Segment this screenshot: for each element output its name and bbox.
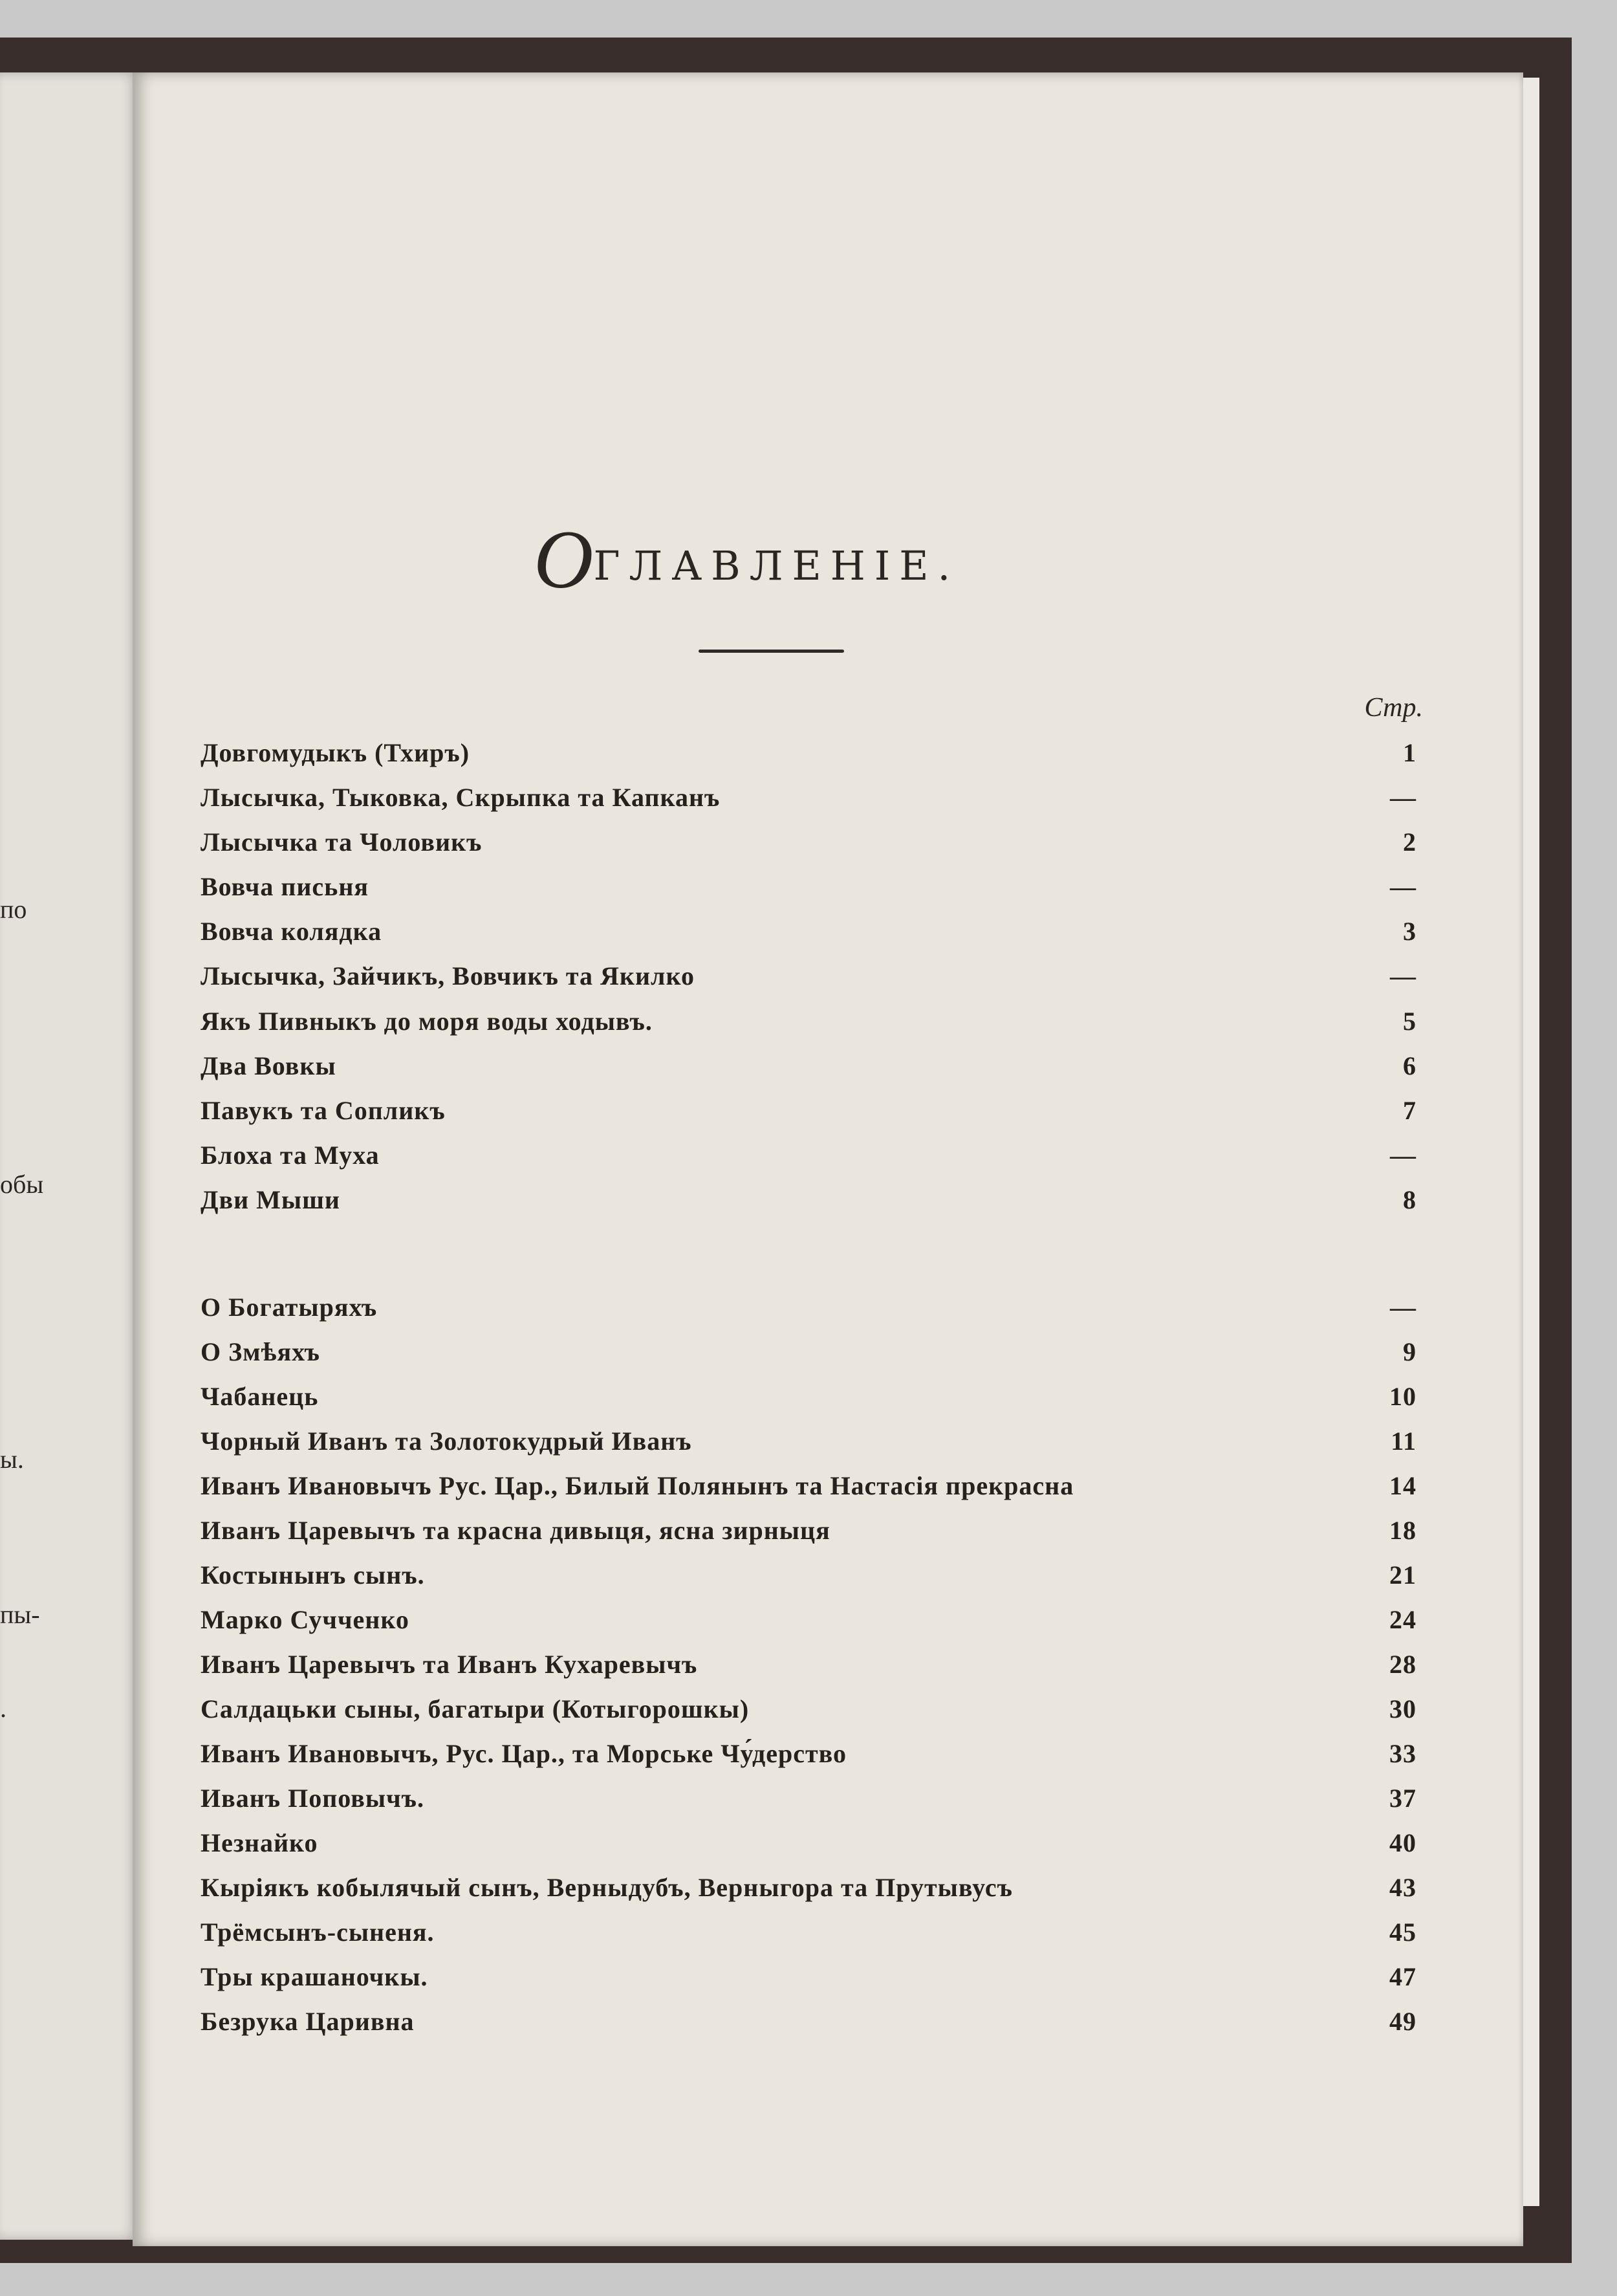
toc-entry xyxy=(201,961,1416,1001)
toc-entry-page: — xyxy=(1390,783,1416,812)
toc-entry-title: Салдацьки сыны, багатыри (Котыгорошкы) xyxy=(201,1694,750,1723)
toc-entry-page: 3 xyxy=(1403,917,1416,946)
left-page-fragment: обы xyxy=(0,1170,44,1199)
toc-entry-page: 24 xyxy=(1389,1605,1416,1634)
toc-entry xyxy=(201,1292,1416,1332)
toc-entry xyxy=(201,1783,1416,1823)
title-rest: ГЛАВЛЕНІЕ. xyxy=(593,542,960,589)
toc-entry-page: 6 xyxy=(1403,1051,1416,1080)
toc-entry xyxy=(201,2006,1416,2046)
toc-entry-title: Лысычка та Чоловикъ xyxy=(201,827,483,857)
toc-entry xyxy=(201,1471,1416,1511)
toc-entry xyxy=(201,1515,1416,1555)
toc-entry xyxy=(201,1694,1416,1734)
toc-entry-page: 37 xyxy=(1389,1784,1416,1813)
toc-entry xyxy=(201,1962,1416,2002)
left-page-fragment: ы. xyxy=(0,1445,24,1474)
toc-entry-title: Иванъ Царевычъ та Иванъ Кухаревычъ xyxy=(201,1650,698,1679)
left-page-fragment: . xyxy=(0,1694,6,1723)
toc-entry xyxy=(201,1917,1416,1957)
toc-entry-title: Блоха та Муха xyxy=(201,1141,380,1170)
toc-entry-page: 49 xyxy=(1389,2007,1416,2036)
toc-entry-title: Чабанець xyxy=(201,1382,319,1411)
toc-entry-page: 21 xyxy=(1389,1560,1416,1590)
toc-entry-page: 2 xyxy=(1403,827,1416,857)
toc-entry-title: Костынынъ сынъ. xyxy=(201,1560,425,1590)
toc-entry-page: 33 xyxy=(1389,1739,1416,1768)
toc-entry-title: Тры крашаночкы. xyxy=(201,1962,428,1991)
toc-entry-title: Два Вовкы xyxy=(201,1051,336,1080)
toc-entry xyxy=(201,738,1416,778)
toc-entry xyxy=(201,1560,1416,1600)
toc-entry-page: 43 xyxy=(1389,1873,1416,1902)
toc-entry xyxy=(201,1604,1416,1645)
toc-entry-title: Иванъ Ивановычъ, Рус. Цар., та Морське Чу́дерство xyxy=(201,1739,847,1768)
toc-entry-page: 10 xyxy=(1389,1382,1416,1411)
toc-entry-page: 5 xyxy=(1403,1007,1416,1036)
toc-entry-title: Незнайко xyxy=(201,1828,318,1857)
toc-entry xyxy=(201,827,1416,867)
toc-entry-title: Вовча колядка xyxy=(201,917,382,946)
toc-entry xyxy=(201,1095,1416,1135)
toc-entry xyxy=(201,916,1416,956)
toc-entry-title: Кыріякъ кобылячый сынъ, Верныдубъ, Верныгора та Прутывусъ xyxy=(201,1873,1013,1902)
left-page xyxy=(0,72,139,2240)
toc-entry-title: Лысычка, Зайчикъ, Вовчикъ та Якилко xyxy=(201,961,695,990)
toc-entry-title: Безрука Царивна xyxy=(201,2007,415,2036)
toc-entry-page: — xyxy=(1390,872,1416,901)
toc-entry-page: — xyxy=(1390,961,1416,990)
toc-entry xyxy=(201,1738,1416,1778)
toc-entry-title: Чорный Иванъ та Золотокудрый Иванъ xyxy=(201,1427,692,1456)
toc-entry-page: 8 xyxy=(1403,1185,1416,1214)
table-of-contents xyxy=(133,72,1523,2246)
toc-entry xyxy=(201,1426,1416,1466)
toc-entry-page: 9 xyxy=(1403,1337,1416,1366)
toc-entry-title: Лысычка, Тыковка, Скрыпка та Капканъ xyxy=(201,783,721,812)
toc-entry xyxy=(201,1381,1416,1421)
toc-entry-title: Вовча письня xyxy=(201,872,369,901)
toc-entry xyxy=(201,1185,1416,1225)
toc-entry-title: Иванъ Ивановычъ Рус. Цар., Билый Полянынъ та Настасія прекрасна xyxy=(201,1471,1074,1500)
toc-entry-page: 18 xyxy=(1389,1516,1416,1545)
contents-page xyxy=(133,72,1523,2246)
toc-entry xyxy=(201,1337,1416,1377)
title-initial: О xyxy=(534,514,594,606)
toc-entry-page: 28 xyxy=(1389,1650,1416,1679)
toc-entry-page: — xyxy=(1390,1141,1416,1170)
toc-entry-page: 14 xyxy=(1389,1471,1416,1500)
toc-entry xyxy=(201,782,1416,822)
toc-entry-title: Дви Мыши xyxy=(201,1185,340,1214)
toc-entry-page: 45 xyxy=(1389,1918,1416,1947)
toc-entry-title: О Богатыряхъ xyxy=(201,1293,378,1322)
page-column-header: Стр. xyxy=(1364,693,1423,723)
toc-entry-page: 7 xyxy=(1403,1096,1416,1125)
toc-entry xyxy=(201,871,1416,912)
toc-entry-page: — xyxy=(1390,1293,1416,1322)
toc-entry-title: Довгомудыкъ (Тхиръ) xyxy=(201,738,470,767)
toc-entry xyxy=(201,1006,1416,1046)
toc-entry-title: Марко Сучченко xyxy=(201,1605,409,1634)
toc-entry-title: О Змѣяхъ xyxy=(201,1337,320,1366)
toc-entry-title: Якъ Пивныкъ до моря воды ходывъ. xyxy=(201,1007,653,1036)
toc-entry xyxy=(201,1872,1416,1912)
left-page-fragment: по xyxy=(0,895,27,924)
toc-entry xyxy=(201,1140,1416,1180)
toc-entry-page: 1 xyxy=(1403,738,1416,767)
toc-entry-title: Иванъ Царевычъ та красна дивыця, ясна зирныця xyxy=(201,1516,830,1545)
toc-entry xyxy=(201,1649,1416,1689)
toc-entry-page: 11 xyxy=(1391,1427,1416,1456)
toc-entry-title: Иванъ Поповычъ. xyxy=(201,1784,424,1813)
toc-entry xyxy=(201,1828,1416,1868)
toc-entry xyxy=(201,1051,1416,1091)
toc-entry-title: Павукъ та Сопликъ xyxy=(201,1096,446,1125)
left-page-fragment: пы- xyxy=(0,1600,40,1629)
toc-entry-page: 30 xyxy=(1389,1694,1416,1723)
toc-entry-page: 47 xyxy=(1389,1962,1416,1991)
toc-entry-title: Трёмсынъ-сыненя. xyxy=(201,1918,435,1947)
toc-entry-page: 40 xyxy=(1389,1828,1416,1857)
